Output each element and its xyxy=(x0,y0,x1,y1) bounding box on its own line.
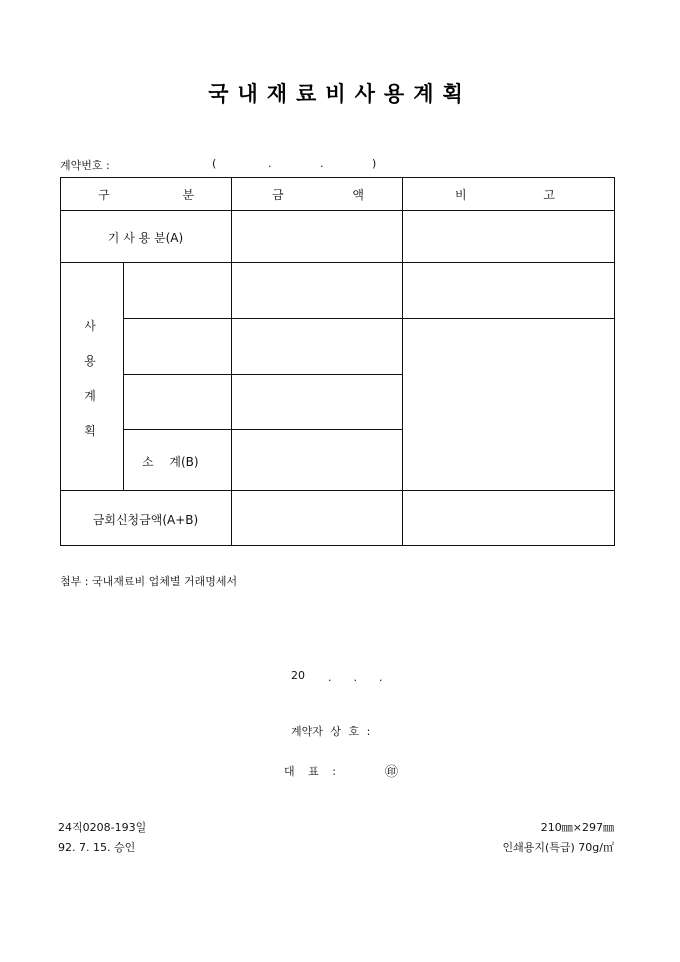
date-year: 20 xyxy=(291,669,305,682)
form-code: 24직0208-193일 xyxy=(58,821,147,834)
row-previously-used-label: 기 사 용 분(A) xyxy=(107,231,184,245)
paper-spec: 인쇄용지(특급) 70g/㎡ xyxy=(502,841,614,854)
header-category xyxy=(98,186,194,203)
seal-mark: ㊞ xyxy=(385,765,399,780)
contract-number-dot-1: . xyxy=(268,157,272,170)
usage-plan-label-char-3: 계 xyxy=(84,389,96,403)
header-remarks-char-2: 고 xyxy=(543,188,555,202)
usage-plan-label-char-1: 사 xyxy=(84,319,96,333)
header-amount-char-1: 금 xyxy=(272,188,284,202)
header-amount-char-2: 액 xyxy=(352,188,364,202)
header-category-char-2: 분 xyxy=(182,188,194,202)
contract-number-label: 계약번호 : xyxy=(60,159,110,172)
approval-date: 92. 7. 15. 승인 xyxy=(58,841,136,854)
usage-plan-table xyxy=(60,177,615,546)
subtotal-label: 소 계(B) xyxy=(142,455,199,469)
date-dots: . . . xyxy=(328,671,383,684)
page-title: 국내재료비사용계획 xyxy=(208,81,472,106)
attachment-note: 첨부 : 국내재료비 업체별 거래명세서 xyxy=(60,575,238,588)
header-category-char-1: 구 xyxy=(98,188,110,202)
header-remarks xyxy=(455,186,555,203)
usage-plan-label xyxy=(80,309,100,449)
paper-size: 210㎜×297㎜ xyxy=(540,821,614,834)
usage-plan-label-char-4: 획 xyxy=(84,424,96,438)
contract-number-dot-2: . xyxy=(320,157,324,170)
header-amount xyxy=(272,186,364,203)
representative-label: 대 표 : xyxy=(284,765,336,778)
contract-number-close-paren: ) xyxy=(372,157,377,170)
contractor-company-label: 계약자 상 호 : xyxy=(291,725,371,738)
total-request-label: 금회신청금액(A+B) xyxy=(92,513,199,527)
header-remarks-char-1: 비 xyxy=(455,188,467,202)
usage-plan-label-char-2: 용 xyxy=(84,354,96,368)
contract-number-open-paren: ( xyxy=(212,157,217,170)
